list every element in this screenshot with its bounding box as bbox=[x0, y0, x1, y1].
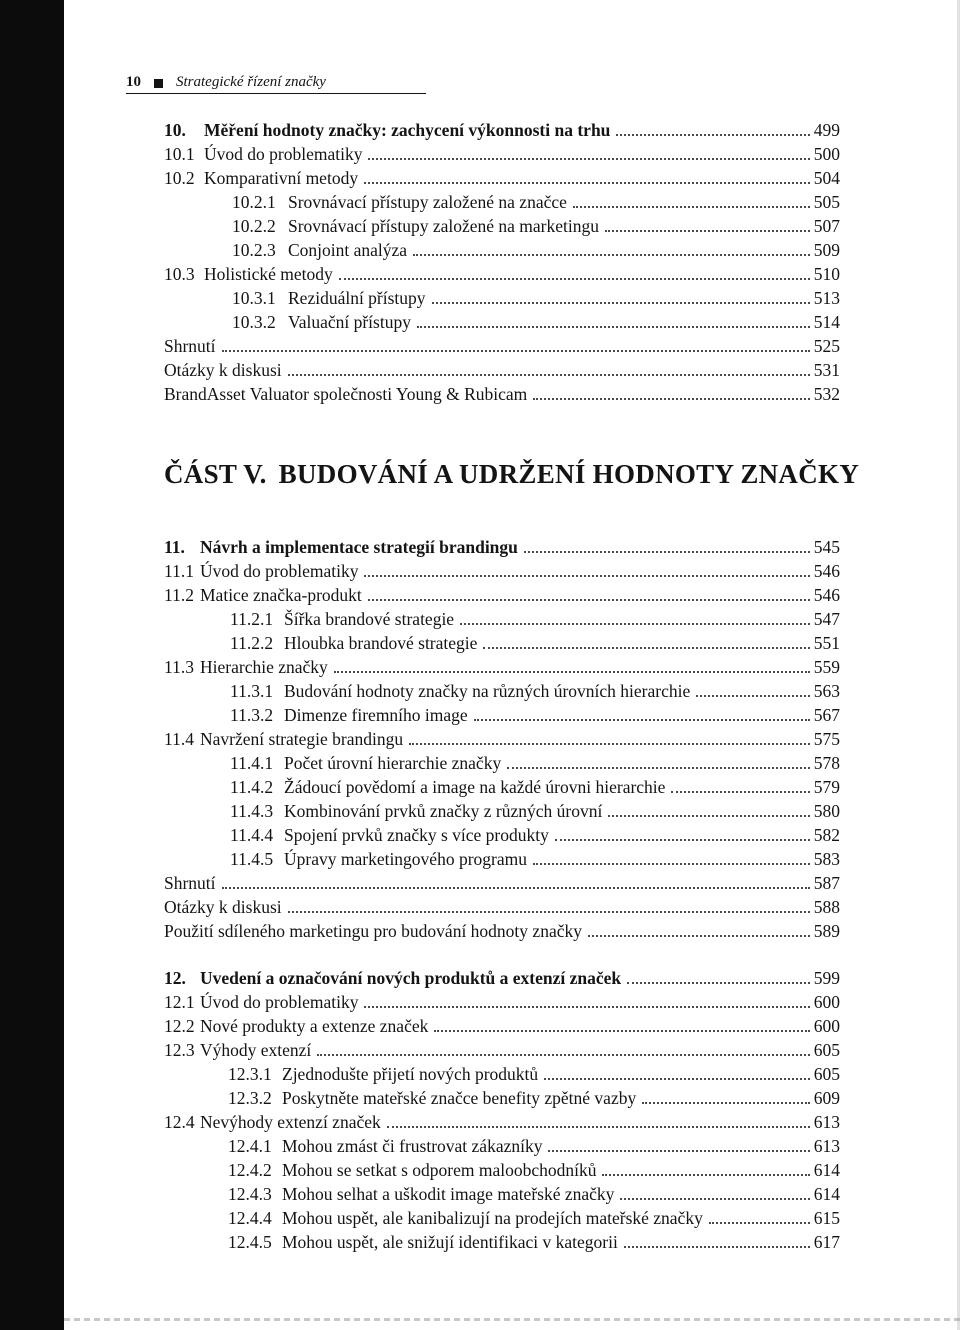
dot-leader bbox=[588, 935, 810, 937]
toc-entry bbox=[230, 680, 840, 702]
toc-entry bbox=[230, 704, 840, 726]
toc-entry-title: Nové produkty a extenze značek bbox=[200, 1016, 429, 1036]
toc-entry-title: BrandAsset Valuator společnosti Young & Rubicam bbox=[164, 384, 528, 404]
toc-entry-title: Spojení prvků značky s více produkty bbox=[284, 825, 549, 845]
toc-entry bbox=[230, 608, 840, 630]
toc-entry-page: 507 bbox=[813, 216, 840, 236]
dot-leader bbox=[605, 230, 810, 232]
toc-entry-number: 11.3 bbox=[164, 657, 194, 677]
toc-entry bbox=[164, 167, 840, 189]
toc-entry-number: 12.4.2 bbox=[228, 1160, 272, 1180]
toc-entry-number: 11.4.4 bbox=[230, 825, 274, 845]
toc-entry-number: 10.2.3 bbox=[232, 240, 276, 260]
running-title: Strategické řízení značky bbox=[176, 74, 326, 90]
toc-entry-page: 505 bbox=[813, 192, 840, 212]
toc-entry-title: Návrh a implementace strategií brandingu bbox=[200, 537, 518, 557]
toc-entry bbox=[164, 728, 840, 750]
toc-entry-chapter bbox=[164, 967, 840, 989]
toc-entry-page: 509 bbox=[813, 240, 840, 260]
toc-entry-page: 582 bbox=[813, 825, 840, 845]
toc-entry-title: Uvedení a označování nových produktů a extenzí značek bbox=[200, 968, 622, 988]
toc-entry-title: Úvod do problematiky bbox=[200, 992, 359, 1012]
dot-leader bbox=[222, 887, 810, 889]
dot-leader bbox=[620, 1198, 809, 1200]
toc-entry-title: Navržení strategie brandingu bbox=[200, 729, 404, 749]
toc-entry-page: 531 bbox=[813, 360, 840, 380]
toc-entry bbox=[164, 263, 840, 285]
dot-leader bbox=[368, 599, 810, 601]
toc-entry bbox=[230, 848, 840, 870]
toc-entry-title: Úvod do problematiky bbox=[204, 144, 363, 164]
toc-entry bbox=[164, 383, 840, 405]
dot-leader bbox=[544, 1078, 810, 1080]
toc-entry-title: Srovnávací přístupy založené na značce bbox=[288, 192, 567, 212]
dot-leader bbox=[334, 671, 810, 673]
toc-entry-number: 12.1 bbox=[164, 992, 195, 1012]
toc-entry bbox=[228, 1135, 840, 1157]
dot-leader bbox=[364, 1006, 809, 1008]
toc-entry-title: Otázky k diskusi bbox=[164, 897, 282, 917]
toc-entry-page: 567 bbox=[813, 705, 840, 725]
toc-entry-page: 600 bbox=[813, 992, 840, 1012]
toc-entry-title: Měření hodnoty značky: zachycení výkonnosti na trhu bbox=[204, 120, 611, 140]
dot-leader bbox=[696, 695, 809, 697]
toc-entry-page: 546 bbox=[813, 561, 840, 581]
toc-entry-title: Hloubka brandové strategie bbox=[284, 633, 478, 653]
toc-entry-page: 563 bbox=[813, 681, 840, 701]
toc-entry bbox=[164, 584, 840, 606]
dot-leader bbox=[608, 815, 809, 817]
toc-entry bbox=[164, 335, 840, 357]
toc-entry-page: 513 bbox=[813, 288, 840, 308]
toc-entry bbox=[230, 824, 840, 846]
square-bullet-icon bbox=[154, 79, 163, 88]
toc-entry bbox=[228, 1063, 840, 1085]
toc-entry-title: Mohou selhat a uškodit image mateřské značky bbox=[282, 1184, 615, 1204]
toc-entry-page: 599 bbox=[813, 968, 840, 988]
dot-leader bbox=[432, 302, 810, 304]
toc-entry-number: 11.2.1 bbox=[230, 609, 274, 629]
dot-leader bbox=[222, 350, 810, 352]
toc-entry-title: Mohou zmást či frustrovat zákazníky bbox=[282, 1136, 543, 1156]
toc-entry-title: Reziduální přístupy bbox=[288, 288, 426, 308]
toc-entry-title: Úpravy marketingového programu bbox=[284, 849, 527, 869]
toc-entry-title: Dimenze firemního image bbox=[284, 705, 468, 725]
toc-entry bbox=[164, 1111, 840, 1133]
toc-entry-number: 10.1 bbox=[164, 144, 195, 164]
toc-entry-number: 10.2.1 bbox=[232, 192, 276, 212]
toc-entry-title: Kombinování prvků značky z různých úrovní bbox=[284, 801, 603, 821]
toc-entry-number: 11.3.1 bbox=[230, 681, 274, 701]
toc-entry-title: Použití sdíleného marketingu pro budování hodnoty značky bbox=[164, 921, 582, 941]
dot-leader bbox=[616, 134, 809, 136]
toc-entry-page: 546 bbox=[813, 585, 840, 605]
toc-entry-title: Poskytněte mateřské značce benefity zpětné vazby bbox=[282, 1088, 637, 1108]
toc-entry bbox=[230, 632, 840, 654]
toc-entry bbox=[164, 920, 840, 942]
toc-entry bbox=[164, 1015, 840, 1037]
toc-entry-page: 605 bbox=[813, 1064, 840, 1084]
dot-leader bbox=[387, 1126, 810, 1128]
toc-entry-page: 504 bbox=[813, 168, 840, 188]
toc-entry-number: 11.4.2 bbox=[230, 777, 274, 797]
dot-leader bbox=[417, 326, 810, 328]
toc-entry-page: 547 bbox=[813, 609, 840, 629]
toc-entry-page: 588 bbox=[813, 897, 840, 917]
dot-leader bbox=[573, 206, 810, 208]
toc-entry-number: 12.4 bbox=[164, 1112, 195, 1132]
toc-entry-number: 12.4.1 bbox=[228, 1136, 272, 1156]
dot-leader bbox=[474, 719, 810, 721]
dot-leader bbox=[533, 398, 809, 400]
toc-entry-number: 11.2 bbox=[164, 585, 194, 605]
toc-entry-title: Úvod do problematiky bbox=[200, 561, 359, 581]
toc-entry bbox=[228, 1231, 840, 1253]
dot-leader bbox=[364, 575, 809, 577]
toc-entry bbox=[228, 1183, 840, 1205]
toc-entry bbox=[164, 359, 840, 381]
scan-speck bbox=[60, 86, 64, 96]
toc-entry-page: 579 bbox=[813, 777, 840, 797]
scan-left-border bbox=[0, 0, 64, 1330]
toc-entry-page: 605 bbox=[813, 1040, 840, 1060]
header-rule bbox=[126, 93, 426, 94]
toc-entry-number: 10. bbox=[164, 120, 186, 140]
dot-leader bbox=[413, 254, 810, 256]
page-number: 10 bbox=[126, 74, 141, 90]
toc-entry-title: Conjoint analýza bbox=[288, 240, 408, 260]
toc-entry bbox=[228, 1207, 840, 1229]
toc-entry-title: Zjednodušte přijetí nových produktů bbox=[282, 1064, 539, 1084]
toc-entry-title: Mohou uspět, ale snižují identifikaci v kategorii bbox=[282, 1232, 618, 1252]
toc-entry bbox=[232, 287, 840, 309]
part-title: BUDOVÁNÍ A UDRŽENÍ HODNOTY ZNAČKY bbox=[278, 459, 860, 489]
toc-entry-title: Šířka brandové strategie bbox=[284, 609, 455, 629]
dot-leader bbox=[434, 1030, 809, 1032]
toc-entry-page: 575 bbox=[813, 729, 840, 749]
toc-entry bbox=[230, 800, 840, 822]
toc-entry bbox=[232, 215, 840, 237]
toc-entry-title: Hierarchie značky bbox=[200, 657, 328, 677]
toc-entry-title: Komparativní metody bbox=[204, 168, 359, 188]
dot-leader bbox=[627, 982, 810, 984]
dot-leader bbox=[602, 1174, 809, 1176]
toc-entry bbox=[232, 239, 840, 261]
dot-leader bbox=[483, 647, 809, 649]
toc-entry-page: 613 bbox=[813, 1136, 840, 1156]
toc-entry bbox=[164, 896, 840, 918]
toc-entry-number: 11.2.2 bbox=[230, 633, 274, 653]
toc-entry-title: Mohou uspět, ale kanibalizují na prodejích mateřské značky bbox=[282, 1208, 703, 1228]
toc-entry-title: Mohou se setkat s odporem maloobchodníků bbox=[282, 1160, 597, 1180]
toc-entry-number: 10.2.2 bbox=[232, 216, 276, 236]
toc-entry-number: 12. bbox=[164, 968, 186, 988]
toc-entry-number: 10.3.2 bbox=[232, 312, 276, 332]
dot-leader bbox=[524, 551, 810, 553]
toc-entry-number: 12.3 bbox=[164, 1040, 195, 1060]
toc-entry-number: 12.2 bbox=[164, 1016, 195, 1036]
toc-entry-number: 11.4.3 bbox=[230, 801, 274, 821]
toc-entry bbox=[228, 1087, 840, 1109]
toc-entry-number: 12.3.2 bbox=[228, 1088, 272, 1108]
toc-entry-number: 10.2 bbox=[164, 168, 195, 188]
toc-entry-title: Matice značka-produkt bbox=[200, 585, 362, 605]
toc-entry-title: Žádoucí povědomí a image na každé úrovni hierarchie bbox=[284, 777, 666, 797]
dot-leader bbox=[317, 1054, 809, 1056]
toc-entry-page: 580 bbox=[813, 801, 840, 821]
toc-entry bbox=[230, 752, 840, 774]
toc-entry-page: 614 bbox=[813, 1160, 840, 1180]
toc-entry-number: 12.4.3 bbox=[228, 1184, 272, 1204]
toc-entry-number: 11.3.2 bbox=[230, 705, 274, 725]
toc-entry bbox=[232, 311, 840, 333]
dot-leader bbox=[339, 278, 810, 280]
dot-leader bbox=[507, 767, 810, 769]
toc-entry-title: Nevýhody extenzí značek bbox=[200, 1112, 381, 1132]
toc-entry-page: 532 bbox=[813, 384, 840, 404]
part-label: ČÁST V. bbox=[164, 459, 267, 489]
toc-entry-page: 510 bbox=[813, 264, 840, 284]
toc-entry-page: 615 bbox=[813, 1208, 840, 1228]
toc-entry bbox=[164, 872, 840, 894]
toc-entry-page: 578 bbox=[813, 753, 840, 773]
toc-entry bbox=[164, 656, 840, 678]
toc-entry bbox=[164, 560, 840, 582]
toc-entry-number: 10.3.1 bbox=[232, 288, 276, 308]
dot-leader bbox=[555, 839, 810, 841]
dot-leader bbox=[533, 863, 810, 865]
toc-entry-page: 613 bbox=[813, 1112, 840, 1132]
toc-entry bbox=[164, 143, 840, 165]
toc-entry-title: Počet úrovní hierarchie značky bbox=[284, 753, 502, 773]
toc-entry-number: 11.4.1 bbox=[230, 753, 274, 773]
toc-entry-page: 525 bbox=[813, 336, 840, 356]
toc-entry-page: 514 bbox=[813, 312, 840, 332]
dot-leader bbox=[364, 182, 810, 184]
toc-entry-number: 11. bbox=[164, 537, 185, 557]
toc-entry bbox=[164, 991, 840, 1013]
dot-leader bbox=[288, 374, 810, 376]
dot-leader bbox=[624, 1246, 810, 1248]
toc-entry-page: 500 bbox=[813, 144, 840, 164]
part-heading bbox=[164, 458, 859, 490]
toc-entry-number: 11.4.5 bbox=[230, 849, 274, 869]
dot-leader bbox=[548, 1150, 809, 1152]
toc-entry-number: 11.4 bbox=[164, 729, 194, 749]
toc-entry-title: Otázky k diskusi bbox=[164, 360, 282, 380]
dot-leader bbox=[288, 911, 810, 913]
toc-entry bbox=[232, 191, 840, 213]
toc-entry-page: 609 bbox=[813, 1088, 840, 1108]
toc-entry-number: 10.3 bbox=[164, 264, 195, 284]
toc-entry bbox=[230, 776, 840, 798]
toc-entry-chapter bbox=[164, 536, 840, 558]
toc-entry-number: 11.1 bbox=[164, 561, 194, 581]
scan-bottom-artifact bbox=[64, 1318, 960, 1321]
toc-entry-page: 499 bbox=[813, 120, 840, 140]
dot-leader bbox=[671, 791, 809, 793]
toc-entry-number: 12.4.5 bbox=[228, 1232, 272, 1252]
toc-entry-page: 614 bbox=[813, 1184, 840, 1204]
toc-entry bbox=[164, 1039, 840, 1061]
toc-entry bbox=[228, 1159, 840, 1181]
toc-entry-page: 587 bbox=[813, 873, 840, 893]
dot-leader bbox=[409, 743, 810, 745]
toc-entry-page: 589 bbox=[813, 921, 840, 941]
dot-leader bbox=[368, 158, 809, 160]
toc-entry-title: Budování hodnoty značky na různých úrovních hierarchie bbox=[284, 681, 691, 701]
toc-entry-number: 12.4.4 bbox=[228, 1208, 272, 1228]
toc-entry-title: Valuační přístupy bbox=[288, 312, 411, 332]
toc-entry-page: 559 bbox=[813, 657, 840, 677]
toc-entry-chapter bbox=[164, 119, 840, 141]
dot-leader bbox=[460, 623, 810, 625]
toc-entry-page: 545 bbox=[813, 537, 840, 557]
toc-entry-title: Srovnávací přístupy založené na marketingu bbox=[288, 216, 600, 236]
toc-entry-page: 583 bbox=[813, 849, 840, 869]
toc-entry-title: Výhody extenzí bbox=[200, 1040, 312, 1060]
toc-entry-title: Shrnutí bbox=[164, 336, 216, 356]
toc-entry-title: Shrnutí bbox=[164, 873, 216, 893]
toc-entry-page: 600 bbox=[813, 1016, 840, 1036]
dot-leader bbox=[642, 1102, 810, 1104]
toc-entry-page: 551 bbox=[813, 633, 840, 653]
toc-entry-page: 617 bbox=[813, 1232, 840, 1252]
dot-leader bbox=[709, 1222, 810, 1224]
toc-entry-title: Holistické metody bbox=[204, 264, 333, 284]
toc-entry-number: 12.3.1 bbox=[228, 1064, 272, 1084]
